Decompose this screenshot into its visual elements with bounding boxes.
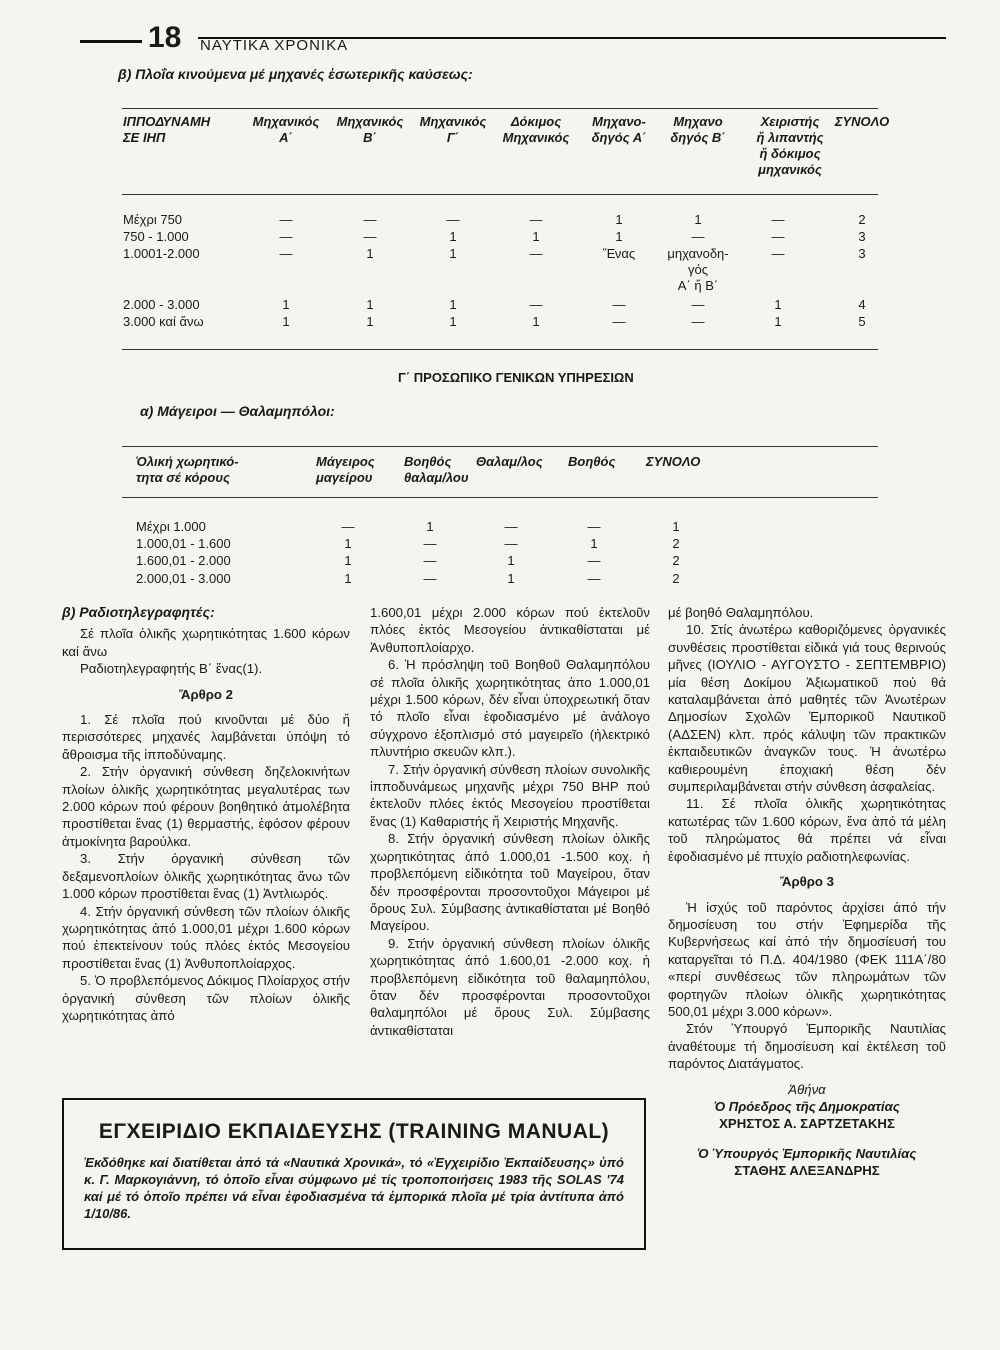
- table1-cell: 3: [858, 229, 866, 244]
- paragraph: 6. Ἡ πρόσληψη τοῦ Βοηθοῦ Θαλαμηπόλου σέ πλοῖα ὁλικῆς χωρητικότητας ἀπο 1.000,01 μέχρι 1.500 κόρων, δέν εἶναι ὑποχρεωτική ὅταν τό πλοῖο εἶναι ἐφοδιασμένο μέ ἀνάλογο σύγχρονο ἐξοπλισμό στό μαγειρεῖο (ἠλεκτρικό πλυντήριο σκευῶν κλπ.).: [370, 657, 650, 760]
- table2-cell: 1: [507, 571, 515, 586]
- table2-cell: 1: [672, 519, 680, 534]
- table2-cell: 1: [507, 553, 515, 568]
- table2-cell: 1: [590, 536, 598, 551]
- text-column-1: [62, 604, 350, 1024]
- table1-header-rule: [122, 194, 878, 195]
- table2-cell: 1: [344, 553, 352, 568]
- radio-operators-heading: β) Ραδιοτηλεγραφητές:: [62, 604, 215, 620]
- signatory-1-name: ΧΡΗΣΤΟΣ Α. ΣΑΡΤΖΕΤΑΚΗΣ: [719, 1116, 895, 1132]
- table1-cell: —: [363, 229, 377, 244]
- table1-header-cadet-engineer: Δόκιμος Μηχανικός: [502, 114, 570, 145]
- table1-cell: 1: [615, 229, 623, 244]
- table1-cell: 1: [449, 246, 457, 261]
- table1-cell: —: [771, 246, 785, 261]
- table1-cell: —: [279, 212, 293, 227]
- table1-cell: —: [691, 297, 705, 312]
- section-b-title: β) Πλοΐα κινούμενα μέ μηχανές ἐσωτερικῆς καύσεως:: [118, 66, 473, 82]
- table1-header-operator: Χειριστής ἤ λιπαντής ἤ δόκιμος μηχανικός: [756, 114, 824, 177]
- table1-cell: 1: [366, 297, 374, 312]
- table2-header-assistant: Βοηθός: [568, 454, 616, 469]
- table1-cell: 5: [858, 314, 866, 329]
- table1-cell: 1: [282, 297, 290, 312]
- table1-row-label: 3.000 καί ἄνω: [123, 314, 204, 329]
- paragraph: 3. Στήν ὀργανική σύνθεση τῶν δεξαμενοπλοίων ὁλικῆς χωρητικότητας ἄνω τῶν 1.000 κόρων προστίθεται ἕνας (1) Ἀντλιωρός.: [62, 851, 350, 902]
- table2-cell: —: [587, 553, 601, 568]
- text-column-3: [668, 604, 946, 1180]
- table1-header-total: ΣΥΝΟΛΟ: [834, 114, 890, 129]
- header-rule-right: [198, 37, 946, 39]
- table2-cell: —: [587, 519, 601, 534]
- paragraph: Ἡ ἰσχύς τοῦ παρόντος ἀρχίσει ἀπό τήν δημοσίευση του στήν Ἐφημερίδα τῆς Κυβερνήσεως καί ἀπό τήν δημοσίευσή του καταργεῖται τό Π.Δ. 404/1980 (ΦΕΚ 111Α΄/80 «περί συνθέσεως τῶν πληρωμάτων τῶν φορτηγῶν πλοίων ὁλικῆς χωρητικότητας 500,01 μέχρι 3.000 κόρων».: [668, 899, 946, 1019]
- paragraph: 9. Στήν ὀργανική σύνθεση πλοίων ὁλικῆς χωρητικότητας ἀπό 1.600,01 -2.000 κοχ. ἡ προβλεπόμενη εἰδικότητα τοῦ θαλαμηπόλου, ὅταν δέν προσφέρονται προσοντοῦχοι θαλαμηπόλοι μέ ὅρους Συλ. Σύμβασης ἀντικαθίσταται: [370, 935, 650, 1038]
- table1-cell: —: [279, 229, 293, 244]
- table2-cell: 1: [344, 536, 352, 551]
- table1-cell: 1: [449, 314, 457, 329]
- table1-row-label: 750 - 1.000: [123, 229, 189, 244]
- table1-cell: 1: [282, 314, 290, 329]
- table1-header-engine-driver-a: Μηχανο- δηγός Α΄: [591, 114, 647, 145]
- paragraph: 10. Στίς ἀνωτέρω καθοριζόμενες ὀργανικές συνθέσεις προστίθεται εἰδικά γιά τους θερινούς μῆνες (ΙΟΥΛΙΟ - ΑΥΓΟΥΣΤΟ - ΣΕΠΤΕΜΒΡΙΟ) μία θέση Δοκίμου Ἀξιωματικοῦ πού θά καταλαμβάνεται ἀπό μαθητές τῶν Ἀνωτέρων Δημοσίων Σχολῶν Ἐμπορικοῦ Ναυτικοῦ (ΑΔΣΕΝ) κλπ. πρός κάλυψη τῶν πρακτικῶν ἐκπαιδευτικῶν ἀναγκῶν τους. Ἡ ἀνωτέρω καθιερουμένη ἐποχιακή θέση δέν συμπεριλαμβάνεται στήν σύνθεση ἀσφαλείας.: [668, 622, 946, 795]
- table1-top-rule: [122, 108, 878, 109]
- table2-cell: 1: [344, 571, 352, 586]
- table2-cell: —: [423, 571, 437, 586]
- article-3-heading: Ἄρθρο 3: [780, 874, 834, 890]
- table2-row-label: Μέχρι 1.000: [136, 519, 206, 534]
- signatory-1-role: Ὁ Πρόεδρος τῆς Δημοκρατίας: [714, 1098, 900, 1114]
- paragraph: 5. Ὁ προβλεπόμενος Δόκιμος Πλοίαρχος στήν ὀργανική σύνθεση τῶν πλοίων ὁλικῆς χωρητικότητας ἀπό: [62, 973, 350, 1023]
- table1-cell: —: [612, 314, 626, 329]
- table1-bottom-rule: [122, 349, 878, 350]
- paragraph: 8. Στήν ὀργανική σύνθεση πλοίων ὁλικῆς χωρητικότητας ἀπό 1.000,01 -1.500 κοχ. ἡ προβλεπόμενη εἰδικότητα τοῦ Μαγείρου, ὅταν δέν προσφέρονται προσοντοῦχοι Μάγειροι μέ ὅρους Συλ. Σύμβασης ἀντικαθίσταται μέ Βοηθό Μαγείρου.: [370, 831, 650, 934]
- training-manual-title: ΕΓΧΕΙΡΙΔΙΟ ΕΚΠΑΙΔΕΥΣΗΣ (TRAINING MANUAL): [98, 1120, 610, 1143]
- table1-cell: μηχανοδη-: [667, 246, 729, 261]
- table2-header-total: ΣΥΝΟΛΟ: [646, 454, 701, 469]
- table2-cell: —: [504, 536, 518, 551]
- table2-header-cook: Μάγειρος μαγείρου: [316, 454, 375, 485]
- table1-cell: 1: [774, 314, 782, 329]
- table2-top-rule: [122, 446, 878, 447]
- table2-header-steward: Θαλαμ/λος: [476, 454, 543, 469]
- page-number: 18: [148, 21, 182, 54]
- table1-row-label: Μέχρι 750: [123, 212, 183, 227]
- signatory-2-role: Ὁ Ὑπουργός Ἐμπορικῆς Ναυτιλίας: [697, 1145, 917, 1161]
- table1-cell: —: [529, 246, 543, 261]
- table1-header-engineer-c: Μηχανικός Γ΄: [419, 114, 487, 145]
- place-line: Ἀθήνα: [788, 1081, 826, 1097]
- table1-cell: 1: [694, 212, 702, 227]
- table2-row-label: 2.000,01 - 3.000: [136, 571, 231, 586]
- table1-cell: —: [529, 297, 543, 312]
- table2-cell: —: [423, 553, 437, 568]
- section-c-sub-a: α) Μάγειροι — Θαλαμηπόλοι:: [140, 403, 335, 419]
- paragraph: 11. Σέ πλοῖα ὁλικῆς χωρητικότητας κατωτέρας τῶν 1.600 κόρων, ἕνα ἀπό τά μέλη τοῦ πληρώματος θά πρέπει νά εἶναι ἐφοδιασμένο μέ πτυχίο ραδιοτηλεφωνίας.: [668, 796, 946, 864]
- table1-cell: —: [279, 246, 293, 261]
- section-c-title: Γ΄ ΠΡΟΣΩΠΙΚΟ ΓΕΝΙΚΩΝ ΥΠΗΡΕΣΙΩΝ: [398, 370, 634, 385]
- paragraph: 7. Στήν ὀργανική σύνθεση πλοίων συνολικῆς ἱπποδυνάμεως μηχανῆς μέχρι 750 BHP πού ἐκτελοῦν πλόες ἐκτός Μεσογείου προστίθεται ἕνας (1) Καθαριστής ἤ Χειριστής Μηχανῆς.: [370, 761, 650, 829]
- table1-cell: —: [612, 297, 626, 312]
- paragraph: 2. Στήν ὀργανική σύνθεση δηζελοκινήτων πλοίων ὁλικῆς χωρητικότητας μεγαλυτέρας των 2.000 κόρων πού φέρουν βοηθητικό ἀτμολέβητα προστίθεται ἕνας (1) θερμαστής, ἐφόσον φέρουν ἀτμοκίνητα βαρούλκα.: [62, 764, 350, 849]
- table2-cell: 2: [672, 553, 680, 568]
- paragraph: 1.600,01 μέχρι 2.000 κόρων πού ἐκτελοῦν πλόες ἐκτός Μεσογείου ἀντικαθίσταται μέ Ἀνθυποπλοίαρχο.: [370, 605, 650, 655]
- table1-cell: —: [363, 212, 377, 227]
- table1-header-engineer-b: Μηχανικός Β΄: [336, 114, 404, 145]
- table2-cell: —: [341, 519, 355, 534]
- table1-cell: 2: [858, 212, 866, 227]
- training-manual-text: Ἐκδόθηκε καί διατίθεται ἀπό τά «Ναυτικά Χρονικά», τό «Ἐγχειρίδιο Ἐκπαίδευσης» ὑπό κ. Γ. Μαρκογιάννη, τό ὁποῖο εἶναι σύμφωνο μέ τίς τροποποιήσεις 1983 τῆς SOLAS '74 καί μέ τό ὁποῖο πρέπει νά εἶναι ἐφοδιασμένα τά ἐμπορικά πλοῖα μέ τρία ἀντίτυπα ἀπό 1/10/86.: [84, 1155, 624, 1221]
- table1-cell: —: [529, 212, 543, 227]
- table2-cell: —: [423, 536, 437, 551]
- table1-cell: 1: [774, 297, 782, 312]
- paragraph: μέ βοηθό Θαλαμηπόλου.: [668, 605, 814, 620]
- table1-cell: —: [771, 212, 785, 227]
- paragraph: Στόν Ὑπουργό Ἐμπορικῆς Ναυτιλίας ἀναθέτουμε τή δημοσίευση καί ἐκτέλεση τοῦ παρόντος Διατάγματος.: [668, 1021, 946, 1072]
- table1-row-label: 2.000 - 3.000: [123, 297, 200, 312]
- table2-row-label: 1.000,01 - 1.600: [136, 536, 231, 551]
- table1-cell: 1: [532, 314, 540, 329]
- table1-cell: 3: [858, 246, 866, 261]
- table2-row-label: 1.600,01 - 2.000: [136, 553, 231, 568]
- publication-title: ΝΑΥΤΙΚΑ ΧΡΟΝΙΚΑ: [200, 37, 349, 54]
- table2-cell: —: [587, 571, 601, 586]
- table1-cell: 1: [449, 229, 457, 244]
- paragraph: Σέ πλοῖα ὁλικῆς χωρητικότητας 1.600 κόρων καί ἄνω: [62, 626, 350, 659]
- table1-cell: 1: [366, 246, 374, 261]
- table1-cell: Ἕνας: [602, 246, 636, 261]
- table2-header-assistant-steward: Βοηθός θαλαμ/λου: [404, 454, 469, 485]
- table2-cell: 2: [672, 571, 680, 586]
- text-column-2: [370, 604, 650, 1039]
- table1-cell: γός: [688, 262, 708, 277]
- table2-cell: 1: [426, 519, 434, 534]
- paragraph: 4. Στήν ὀργανική σύνθεση τῶν πλοίων ὁλικῆς χωρητικότητας ἀπό 1.000,01 μέχρι 1.600 κόρων πού ἐπεκτείνουν τούς πλόες ἐκτός Μεσογείου προστίθεται ἕνας (1) Ἀνθυποπλοίαρχος.: [62, 903, 350, 971]
- table1-cell: —: [691, 229, 705, 244]
- table1-cell: —: [446, 212, 460, 227]
- table1-cell: 1: [449, 297, 457, 312]
- training-manual-box: [62, 1098, 646, 1250]
- table1-cell: —: [691, 314, 705, 329]
- table1-header-engineer-a: Μηχανικός Α΄: [252, 114, 320, 145]
- header-rule-left: [80, 40, 142, 43]
- table2-cell: 2: [672, 536, 680, 551]
- table2-cell: —: [504, 519, 518, 534]
- table1-cell: 1: [532, 229, 540, 244]
- table1-cell: —: [771, 229, 785, 244]
- article-2-heading: Ἄρθρο 2: [179, 686, 233, 702]
- table1-row-label: 1.0001-2.000: [123, 246, 200, 261]
- table2-header-tonnage: Ὁλική χωρητικό- τητα σέ κόρους: [136, 454, 239, 485]
- paragraph: Ραδιοτηλεγραφητής Β΄ ἕνας(1).: [80, 661, 263, 677]
- table1-cell: 1: [366, 314, 374, 329]
- signatory-2-name: ΣΤΑΘΗΣ ΑΛΕΞΑΝΔΡΗΣ: [734, 1163, 880, 1179]
- table1-cell: 1: [615, 212, 623, 227]
- table1-cell: 4: [858, 297, 866, 312]
- paragraph: 1. Σέ πλοῖα πού κινοῦνται μέ δύο ἤ περισσότερες μηχανές λαμβάνεται ὑπόψη τό ἄθροισμα τῆς ἱπποδύναμης.: [62, 712, 350, 762]
- table1-cell: Α΄ ἤ Β΄: [677, 278, 719, 293]
- table1-header-power: ΙΠΠΟΔΥΝΑΜΗ ΣΕ ΙΗΠ: [123, 114, 211, 145]
- table2-header-rule: [122, 497, 878, 498]
- table1-header-engine-driver-b: Μηχανο δηγός Β΄: [670, 114, 726, 145]
